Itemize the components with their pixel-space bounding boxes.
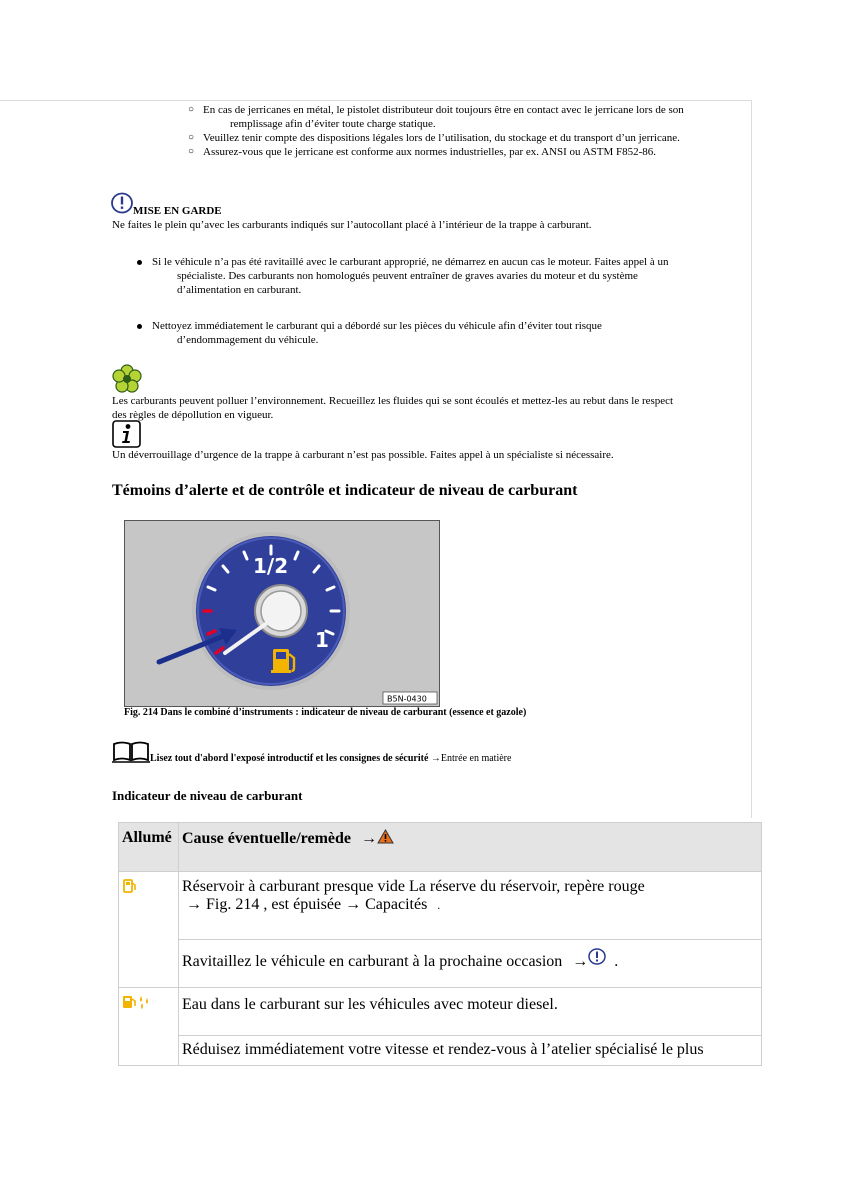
environment-line: des règles de dépollution en vigueur. <box>112 409 274 421</box>
list-item <box>137 255 737 297</box>
circle-bullet-icon: ○ <box>188 146 195 157</box>
fuel-reserve-lamp-icon <box>122 881 138 898</box>
remedy-cell <box>179 940 762 988</box>
water-in-fuel-lamp-icon <box>122 997 152 1014</box>
list-item-text: Si le véhicule n’a pas été ravitaillé avec le carburant approprié, ne démarrez en aucun cas le moteur. Faites appel à un <box>152 256 669 268</box>
circle-bullet-icon: ○ <box>188 104 195 115</box>
cause-cell <box>179 872 762 940</box>
list-item-text: spécialiste. Des carburants non homologués peuvent entraîner de graves avaries du moteur et du système <box>177 270 638 282</box>
table-header-cell <box>179 823 762 872</box>
list-item <box>188 103 748 131</box>
book-icon <box>112 741 150 768</box>
remedy-text: Ravitaillez le véhicule en carburant à la prochaine occasion <box>182 953 563 970</box>
arrow-icon: → <box>430 753 441 764</box>
lamp-cell <box>119 872 179 988</box>
lamp-cell <box>119 988 179 1066</box>
figure-code: B5N-0430 <box>387 694 427 704</box>
header-label: Cause éventuelle/remède <box>182 830 351 847</box>
table-row <box>119 988 762 1036</box>
gauge-full-label: 1 <box>315 628 329 652</box>
fuel-gauge-figure <box>124 520 440 707</box>
arrow-icon: → <box>572 953 589 970</box>
list-item-text: Nettoyez immédiatement le carburant qui a débordé sur les pièces du véhicule afin d’éviter tout risque <box>152 320 602 332</box>
figure-caption: Fig. 214 Dans le combiné d’instruments : indicateur de niveau de carburant (essence et gazole) <box>124 707 527 718</box>
cause-tail: . <box>437 898 441 912</box>
remedy-tail: . <box>614 953 619 970</box>
list-item-text: Veuillez tenir compte des dispositions légales lors de l’utilisation, du stockage et du transport d’un jerricane. <box>203 132 680 144</box>
table-header-row <box>119 823 762 872</box>
gauge-half-label: 1/2 <box>253 554 289 578</box>
read-first-note <box>150 753 511 764</box>
list-item-text: Assurez-vous que le jerricane est conforme aux normes industrielles, par ex. ANSI ou ASTM F852-86. <box>203 146 657 158</box>
table-row <box>119 872 762 940</box>
info-text: Un déverrouillage d’urgence de la trappe à carburant n’est pas possible. Faites appel à un spécialiste si nécessaire. <box>112 449 614 461</box>
list-item-text: En cas de jerricanes en métal, le pistolet distributeur doit toujours être en contact avec le jerricane lors de son <box>203 104 684 116</box>
environment-text <box>112 394 742 422</box>
header-label: Allumé <box>122 829 172 846</box>
circle-bullet-icon: ○ <box>188 132 195 143</box>
environment-line: Les carburants peuvent polluer l’environnement. Recueillez les fluides qui se sont écoulés et mettez-les au rebut dans le respect <box>112 395 674 407</box>
read-first-text: Lisez tout d'abord l'exposé introductif et les consignes de sécurité <box>150 753 429 764</box>
table-row <box>119 940 762 988</box>
list-item <box>137 319 737 347</box>
warning-exclamation-icon[interactable] <box>588 953 606 970</box>
cause-text: → Fig. 214 , est épuisée → Capacités <box>186 896 428 913</box>
remedy-text: Réduisez immédiatement votre vitesse et rendez-vous à l’atelier spécialisé le plus <box>182 1041 704 1058</box>
sub-title: Indicateur de niveau de carburant <box>112 788 303 803</box>
list-item <box>188 145 748 159</box>
table-row <box>119 1036 762 1066</box>
warning-exclamation-icon <box>111 192 133 219</box>
remedy-cell <box>179 1036 762 1066</box>
arrow-icon: → <box>361 830 377 847</box>
warning-intro: Ne faites le plein qu’avec les carburants indiqués sur l’autocollant placé à l’intérieur de la trappe à carburant. <box>112 219 592 231</box>
cause-text: Réservoir à carburant presque vide La réserve du réservoir, repère rouge <box>182 878 645 895</box>
list-item-text: remplissage afin d’éviter toute charge statique. <box>230 118 436 130</box>
warning-title: MISE EN GARDE <box>133 205 222 217</box>
list-item-text: d’endommagement du véhicule. <box>177 334 319 346</box>
list-item-text: d’alimentation en carburant. <box>177 284 302 296</box>
read-first-link[interactable]: Entrée en matière <box>440 753 512 764</box>
cause-text: Eau dans le carburant sur les véhicules avec moteur diesel. <box>182 996 558 1013</box>
page-border-top <box>0 100 751 101</box>
fuel-gauge-illustration <box>125 521 439 706</box>
fuel-indicator-table <box>118 822 762 1066</box>
bullet-icon <box>137 324 142 329</box>
section-title: Témoins d’alerte et de contrôle et indicateur de niveau de carburant <box>112 482 578 499</box>
warning-triangle-icon[interactable] <box>377 830 394 847</box>
table-header-cell <box>119 823 179 872</box>
page-border-right <box>751 100 752 818</box>
list-item <box>188 131 748 145</box>
cause-cell <box>179 988 762 1036</box>
bullet-icon <box>137 260 142 265</box>
